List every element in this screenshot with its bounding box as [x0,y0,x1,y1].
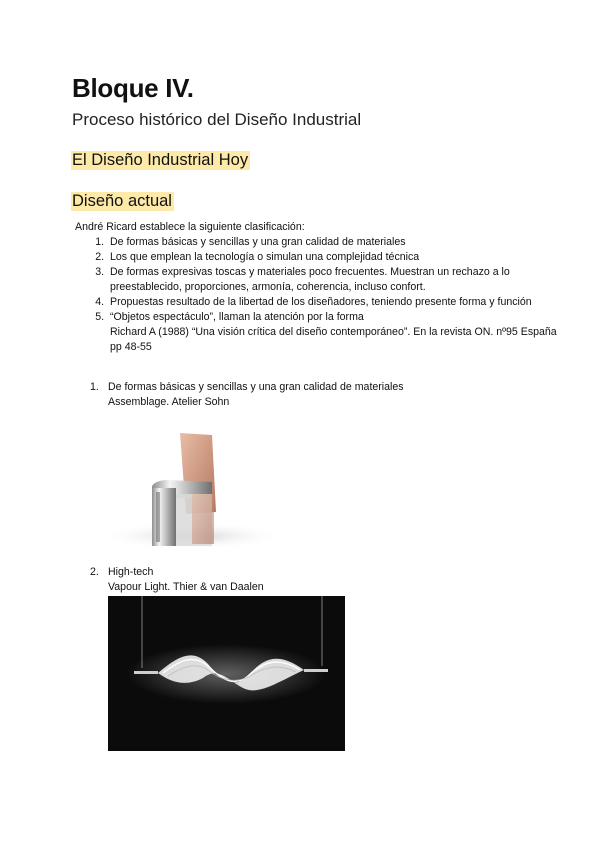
example-number: 1. [90,381,99,393]
example-block [108,565,528,595]
chair-photo [72,424,296,555]
lamp-photo [108,596,345,751]
list-item [107,310,562,355]
page-title: Bloque IV. [72,73,194,103]
intro-text: André Ricard establece la siguiente clasificación: [75,221,305,233]
list-item: 2. Los que emplean la tecnología o simulan una complejidad técnica [107,250,562,265]
example-title: High-tech [108,566,154,578]
section-heading-text: El Diseño Industrial Hoy [72,151,249,169]
example-caption: Assemblage. Atelier Sohn [108,396,230,408]
section-heading [71,151,250,170]
list-item: 3. De formas expresivas toscas y materiales poco frecuentes. Muestran un rechazo a lo preestablecido, proporciones, armonía, coherencia, incluso confort. [107,265,562,295]
page-subtitle: Proceso histórico del Diseño Industrial [72,110,362,129]
classification-list [73,235,562,355]
list-item-text: 5. “Objetos espectáculo”, llaman la atención por la forma [110,311,364,323]
example-caption: Vapour Light. Thier & van Daalen [108,581,264,593]
example-number: 2. [90,566,99,578]
list-item: 4. Propuestas resultado de la libertad de los diseñadores, teniendo presente forma y función [107,295,562,310]
example-title: De formas básicas y sencillas y una gran calidad de materiales [108,381,404,393]
reference-text: Richard A (1988) “Una visión crítica del diseño contemporáneo”. En la revista ON. nº95 España pp 48-55 [110,326,557,353]
subsection-heading [71,192,174,211]
list-item: 1. De formas básicas y sencillas y una gran calidad de materiales [107,235,562,250]
example-block [108,380,528,410]
subsection-heading-text: Diseño actual [72,192,172,210]
